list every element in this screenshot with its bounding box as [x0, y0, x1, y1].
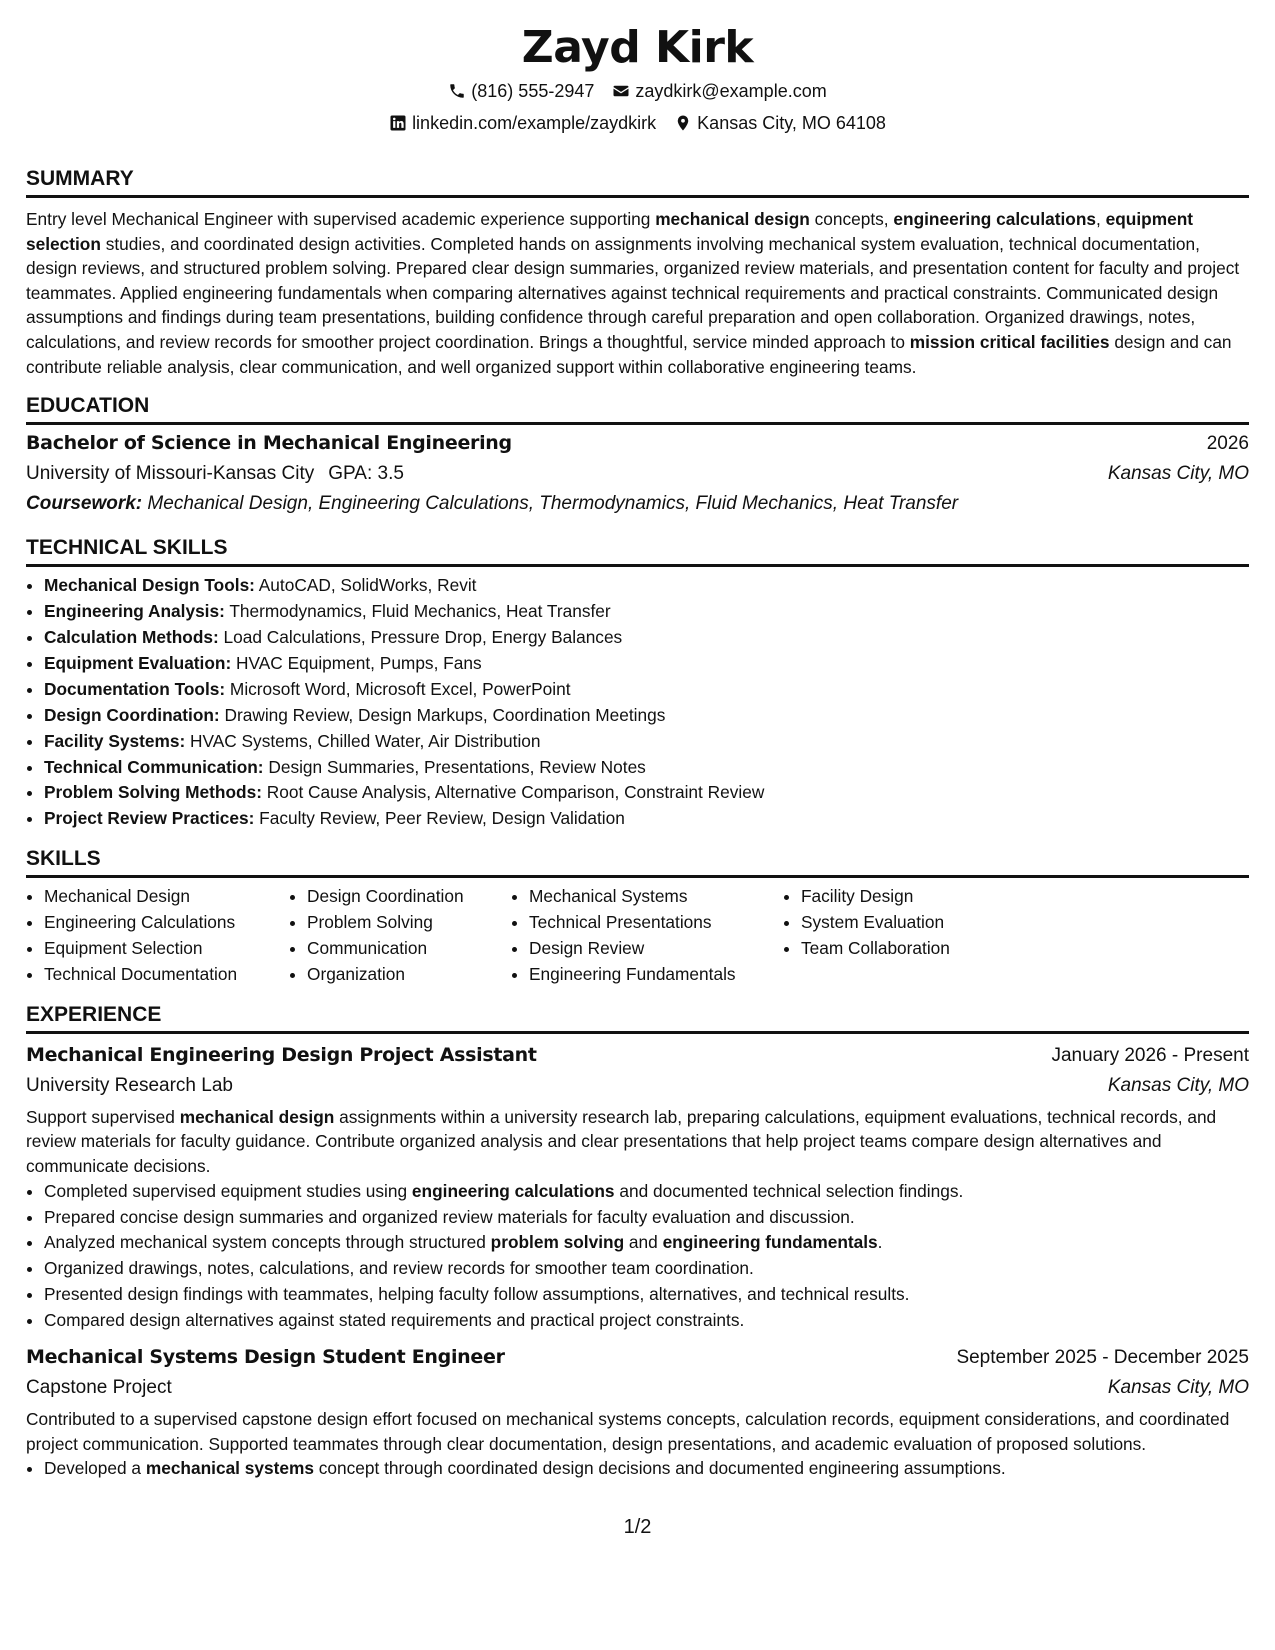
job-location: Kansas City, MO — [1107, 1074, 1249, 1096]
graduation-year: 2026 — [1206, 433, 1249, 455]
candidate-name: Zayd Kirk — [521, 22, 754, 73]
education-heading: EDUCATION — [26, 393, 1249, 425]
skill-item: • Problem Solving — [307, 910, 511, 936]
text-run: and documented technical selection findings. — [614, 1180, 964, 1201]
skill-category: Documentation Tools: — [44, 678, 226, 699]
text-run: studies, and coordinated design activities. Completed hands on assignments involving mechanical system evaluation, technical documentation, design reviews, and structured problem solving. Prepared clear design summaries, organized review materials, and presentation content for faculty and project teammates. Applied engineering fundamentals when comparing alternatives against technical requirements and practical constraints. Communicated design assumptions and findings during team presentations, building confidence through careful preparation and open collaboration. Organized drawings, notes, calculations, and review records for smoother project coordination. Brings a thoughtful, service minded approach to — [26, 233, 1240, 352]
contact-linkedin[interactable] — [389, 112, 656, 134]
technical-skills-list — [26, 573, 1249, 832]
school-name: University of Missouri-Kansas City — [26, 463, 315, 485]
skill-category: Equipment Evaluation: — [44, 652, 232, 673]
job-dates: January 2026 - Present — [1051, 1044, 1249, 1066]
text-run: Prepared concise design summaries and organized review materials for faculty evaluation and discussion. — [44, 1206, 855, 1227]
skill-item: • System Evaluation — [801, 910, 1061, 936]
text-run: , — [1096, 209, 1106, 229]
text-run: Developed a — [44, 1458, 146, 1479]
bold-keyword: mission critical facilities — [909, 331, 1110, 352]
technical-skill-item — [44, 625, 1249, 651]
location-text: Kansas City, MO 64108 — [697, 113, 886, 133]
skills-column-2 — [289, 884, 511, 988]
text-run: Support supervised — [26, 1106, 180, 1127]
skill-item: • Design Coordination — [307, 884, 511, 910]
coursework — [26, 489, 1249, 519]
job-entry — [26, 1040, 1249, 1334]
skill-item: • Design Review — [529, 936, 783, 962]
resume-page — [26, 0, 1249, 1482]
skill-values: AutoCAD, SolidWorks, Revit — [254, 575, 477, 596]
skill-category: Engineering Analysis: — [44, 601, 225, 622]
bullet-item — [44, 1282, 1249, 1308]
job-entry — [26, 1342, 1249, 1482]
skill-category: Mechanical Design Tools: — [44, 575, 255, 596]
technical-skill-item — [44, 677, 1249, 703]
technical-skill-item — [44, 755, 1249, 781]
page-number: 1/2 — [623, 1516, 652, 1538]
text-run: Presented design findings with teammates, helping faculty follow assumptions, alternatives, and technical results. — [44, 1284, 910, 1305]
phone-icon — [448, 82, 466, 100]
skill-category: Calculation Methods: — [44, 626, 219, 647]
linkedin-icon — [389, 114, 407, 132]
skill-values: Faculty Review, Peer Review, Design Validation — [254, 808, 625, 829]
text-run: design and can contribute reliable analysis, clear communication, and well organized support within collaborative engineering teams. — [26, 331, 1232, 377]
contact-email[interactable] — [612, 80, 826, 102]
skills-column-4 — [783, 884, 1061, 988]
experience-heading: EXPERIENCE — [26, 1002, 1249, 1034]
skill-category: Problem Solving Methods: — [44, 782, 262, 803]
skill-item: • Engineering Calculations — [44, 910, 289, 936]
technical-skill-item — [44, 729, 1249, 755]
job-org: University Research Lab — [26, 1074, 233, 1096]
school-line — [26, 459, 404, 489]
job-location: Kansas City, MO — [1107, 1377, 1249, 1399]
job-row-2 — [26, 1071, 1249, 1101]
job-bullets — [26, 1179, 1249, 1334]
map-pin-icon — [674, 114, 692, 132]
job-bullets — [26, 1456, 1249, 1482]
skill-values: Load Calculations, Pressure Drop, Energy Balances — [218, 626, 623, 647]
job-row-2 — [26, 1373, 1249, 1403]
contact-location — [674, 112, 886, 134]
text-run: Analyzed mechanical system concepts through structured — [44, 1232, 491, 1253]
text-run: and — [624, 1232, 663, 1253]
school-location: Kansas City, MO — [1107, 463, 1249, 485]
skill-values: Drawing Review, Design Markups, Coordination Meetings — [219, 704, 666, 725]
text-run: Entry level Mechanical Engineer with supervised academic experience supporting — [26, 209, 656, 229]
skill-values: HVAC Systems, Chilled Water, Air Distribution — [185, 730, 541, 751]
technical-skill-item — [44, 703, 1249, 729]
skill-values: HVAC Equipment, Pumps, Fans — [231, 652, 482, 673]
skills-column-1 — [26, 884, 289, 988]
coursework-label: Coursework: — [26, 493, 143, 515]
text-run: Completed supervised equipment studies using — [44, 1180, 412, 1201]
skill-item: • Mechanical Design — [44, 884, 289, 910]
technical-skill-item — [44, 780, 1249, 806]
contact-line-1 — [26, 80, 1249, 102]
bold-keyword: equipment selection — [26, 209, 1194, 254]
job-summary — [26, 1105, 1249, 1179]
skill-item: • Communication — [307, 936, 511, 962]
gpa: GPA: 3.5 — [328, 463, 404, 485]
skill-item: • Team Collaboration — [801, 936, 1061, 962]
bold-keyword: engineering calculations — [893, 209, 1097, 229]
job-summary — [26, 1407, 1249, 1456]
linkedin-text[interactable]: linkedin.com/example/zaydkirk — [412, 113, 657, 133]
bullet-item — [44, 1456, 1249, 1482]
coursework-list: Mechanical Design, Engineering Calculations, Thermodynamics, Fluid Mechanics, Heat Transfer — [142, 493, 959, 515]
skill-category: Design Coordination: — [44, 704, 220, 725]
text-run: concept through coordinated design decisions and documented engineering assumptions. — [313, 1458, 1006, 1479]
education-row-2 — [26, 459, 1249, 489]
summary-text — [26, 207, 1249, 379]
skill-values: Thermodynamics, Fluid Mechanics, Heat Transfer — [224, 601, 611, 622]
technical-skill-item — [44, 599, 1249, 625]
skills-heading: SKILLS — [26, 846, 1249, 878]
skill-category: Project Review Practices: — [44, 808, 255, 829]
skills-columns — [26, 884, 1249, 988]
bullet-item — [44, 1205, 1249, 1231]
skill-values: Microsoft Word, Microsoft Excel, PowerPoint — [225, 678, 571, 699]
skill-values: Root Cause Analysis, Alternative Comparison, Constraint Review — [261, 782, 765, 803]
text-run: Organized drawings, notes, calculations, and review records for smoother team coordination. — [44, 1258, 754, 1279]
degree: Bachelor of Science in Mechanical Engineering — [26, 432, 512, 455]
skills-column-3 — [511, 884, 783, 988]
skill-item: • Facility Design — [801, 884, 1061, 910]
technical-skills-heading: TECHNICAL SKILLS — [26, 535, 1249, 567]
technical-skill-item — [44, 806, 1249, 832]
skill-item: • Engineering Fundamentals — [529, 962, 783, 988]
contact-line-2 — [26, 112, 1249, 134]
text-run: Compared design alternatives against stated requirements and practical project constraints. — [44, 1310, 745, 1331]
job-row-1 — [26, 1040, 1249, 1071]
education-entry — [26, 428, 1249, 519]
text-run: assignments within a university research lab, preparing calculations, equipment evaluations, technical records, and review materials for faculty guidance. Contribute organized analysis and clear presentations that help project teams compare design alternatives and communicate decisions. — [26, 1106, 1217, 1177]
skill-item: • Technical Documentation — [44, 962, 289, 988]
text-run: . — [877, 1232, 883, 1253]
bullet-item — [44, 1308, 1249, 1334]
skill-values: Design Summaries, Presentations, Review Notes — [263, 756, 646, 777]
job-row-1 — [26, 1342, 1249, 1373]
job-org: Capstone Project — [26, 1377, 172, 1399]
bold-keyword: mechanical systems — [145, 1458, 314, 1479]
skill-category: Facility Systems: — [44, 730, 186, 751]
technical-skill-item — [44, 573, 1249, 599]
education-row-1 — [26, 428, 1249, 459]
job-title: Mechanical Engineering Design Project Assistant — [26, 1043, 537, 1066]
bullet-item — [44, 1179, 1249, 1205]
skill-item: • Technical Presentations — [529, 910, 783, 936]
skill-item: • Mechanical Systems — [529, 884, 783, 910]
bullet-item — [44, 1230, 1249, 1256]
bullet-item — [44, 1256, 1249, 1282]
phone-text: (816) 555-2947 — [471, 81, 595, 101]
text-run: concepts, — [809, 209, 894, 229]
bold-keyword: engineering calculations — [411, 1180, 615, 1201]
email-text[interactable]: zaydkirk@example.com — [635, 81, 827, 101]
job-dates: September 2025 - December 2025 — [956, 1347, 1249, 1369]
bold-keyword: mechanical design — [655, 209, 810, 229]
job-title: Mechanical Systems Design Student Engineer — [26, 1346, 505, 1369]
bold-keyword: problem solving — [490, 1232, 625, 1253]
skill-item: • Organization — [307, 962, 511, 988]
contact-phone — [448, 80, 594, 102]
text-run: Contributed to a supervised capstone design effort focused on mechanical systems concepts, calculation records, equipment considerations, and coordinated project communication. Supported teammates through clear documentation, design presentations, and academic evaluation of proposed solutions. — [26, 1409, 1230, 1454]
skill-category: Technical Communication: — [44, 756, 264, 777]
technical-skill-item — [44, 651, 1249, 677]
bold-keyword: engineering fundamentals — [662, 1232, 878, 1253]
skill-item: • Equipment Selection — [44, 936, 289, 962]
bold-keyword: mechanical design — [179, 1106, 335, 1127]
envelope-icon — [612, 82, 630, 100]
summary-heading: SUMMARY — [26, 166, 1249, 198]
